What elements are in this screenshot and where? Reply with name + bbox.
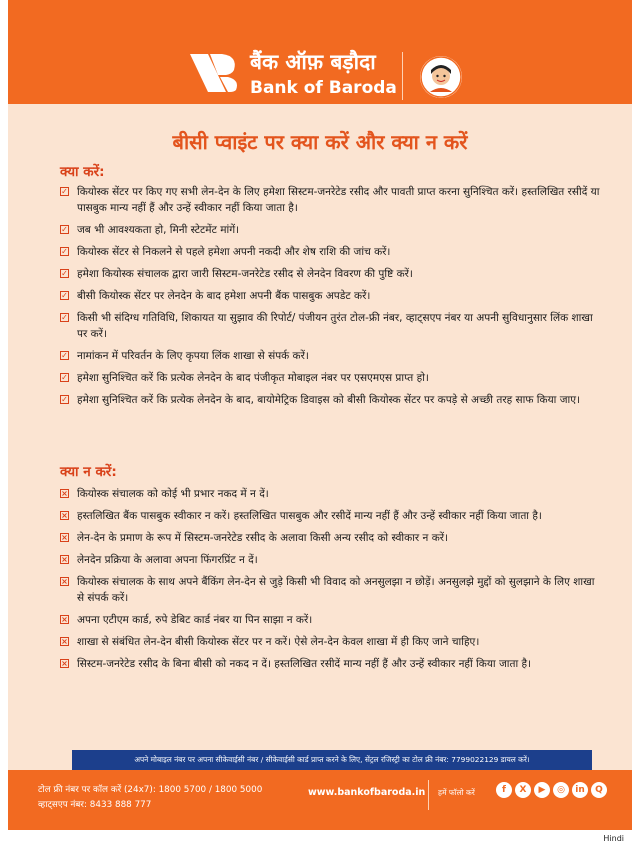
brand-divider	[402, 52, 403, 100]
checkbox-cross-icon: ×	[61, 659, 68, 668]
checkbox-cross-icon: ×	[61, 533, 68, 542]
checkbox-tick-icon: ✓	[61, 291, 68, 300]
checkbox-tick-icon: ✓	[61, 351, 68, 360]
dos-item: ✓ जब भी आवश्यकता हो, मिनी स्टेटमेंट मांगें।	[61, 224, 240, 236]
checkbox-cross-icon: ×	[61, 637, 68, 646]
follow-us-label: हमें फॉलो करें	[438, 788, 475, 797]
checkbox-tick-icon: ✓	[61, 247, 68, 256]
checkbox-cross-icon: ×	[61, 555, 68, 564]
dos-heading: क्या करें:	[60, 164, 105, 180]
checkbox-tick-icon: ✓	[61, 225, 68, 234]
donts-item: × कियोस्क संचालक के साथ अपने बैंकिंग लेन-देन से जुड़े किसी भी विवाद को अनसुलझा न छोड़ें। अनसुलझे मुद्दों को सुलझाने के लिए शाखा से संपर्क करें।	[61, 576, 595, 604]
donts-item: × शाखा से संबंधित लेन-देन बीसी कियोस्क सेंटर पर न करें। ऐसे लेन-देन केवल शाखा में ही किए जाने चाहिए।	[61, 636, 480, 648]
footer	[8, 770, 632, 830]
page-title: बीसी प्वाइंट पर क्या करें और क्या न करें	[172, 130, 468, 154]
dos-item: ✓ हमेशा कियोस्क संचालक द्वारा जारी सिस्टम-जनरेटेड रसीद से लेनदेन विवरण की पुष्टि करें।	[61, 268, 413, 280]
checkbox-cross-icon: ×	[61, 511, 68, 520]
quora-icon[interactable]: Q	[591, 782, 607, 798]
checkbox-cross-icon: ×	[61, 577, 68, 586]
dos-item: ✓ बीसी कियोस्क सेंटर पर लेनदेन के बाद हमेशा अपनी बैंक पासबुक अपडेट करें।	[61, 290, 371, 302]
dos-item: ✓ किसी भी संदिग्ध गतिविधि, शिकायत या सुझाव की रिपोर्ट/ पंजीयन तुरंत टोल-फ्री नंबर, व्हाट्सएप नंबर या अपनी सुविधानुसार लिंक शाखा पर करें।	[61, 312, 593, 340]
donts-item: × हस्तलिखित बैंक पासबुक स्वीकार न करें। हस्तलिखित पासबुक और रसीदें मान्य नहीं हैं और उन्हें स्वीकार नहीं किया जाता है।	[61, 510, 542, 522]
donts-item: × लेनदेन प्रक्रिया के अलावा अपना फिंगरप्रिंट न दें।	[61, 554, 258, 566]
brand-name-hindi: बैंक ऑफ़ बड़ौदा	[250, 50, 376, 74]
checkbox-cross-icon: ×	[61, 615, 68, 624]
whatsapp-number: व्हाट्सएप नंबर: 8433 888 777	[38, 800, 152, 810]
dos-item: ✓ हमेशा सुनिश्चित करें कि प्रत्येक लेनदेन के बाद, बायोमेट्रिक डिवाइस को बीसी कियोस्क सेंटर पर कपड़े से अच्छी तरह साफ किया जाए।	[61, 394, 581, 406]
dos-item: ✓ कियोस्क सेंटर पर किए गए सभी लेन-देन के लिए हमेशा सिस्टम-जनरेटेड रसीद और पावती प्राप्त करना सुनिश्चित करें। हस्तलिखित रसीदें या पासबुक मान्य नहीं हैं और उन्हें स्वीकार नहीं किया जाता है।	[61, 186, 600, 214]
youtube-icon[interactable]: ▶	[534, 782, 550, 798]
website-link[interactable]: www.bankofbaroda.in	[308, 787, 426, 798]
dos-list	[60, 184, 600, 414]
dos-item: ✓ कियोस्क सेंटर से निकलने से पहले हमेशा अपनी नकदी और शेष राशि की जांच करें।	[61, 246, 391, 258]
mascot-icon	[420, 56, 462, 98]
footer-divider	[428, 780, 429, 810]
content-panel	[8, 104, 632, 770]
header	[8, 0, 632, 104]
checkbox-tick-icon: ✓	[61, 373, 68, 382]
dos-item: ✓ हमेशा सुनिश्चित करें कि प्रत्येक लेनदेन के बाद पंजीकृत मोबाइल नंबर पर एसएमएस प्राप्त हो।	[61, 372, 429, 384]
tollfree-number: टोल फ्री नंबर पर कॉल करें (24x7): 1800 5700 / 1800 5000	[38, 785, 263, 795]
language-label: Hindi	[603, 834, 624, 843]
donts-item: × लेन-देन के प्रमाण के रूप में सिस्टम-जनरेटेड रसीद के अलावा किसी अन्य रसीद को स्वीकार न करें।	[61, 532, 449, 544]
linkedin-icon[interactable]: in	[572, 782, 588, 798]
checkbox-tick-icon: ✓	[61, 187, 68, 196]
checkbox-tick-icon: ✓	[61, 313, 68, 322]
ckyc-notice-banner: अपने मोबाइल नंबर पर अपना सीकेवाईसी नंबर / सीकेवाईसी कार्ड प्राप्त करने के लिए, सेंट्रल रजिस्ट्री का टोल फ्री नंबर: 7799022129 डायल करें।	[72, 750, 592, 770]
instagram-icon[interactable]: ◎	[553, 782, 569, 798]
brand-name-english: Bank of Baroda	[250, 78, 397, 98]
facebook-icon[interactable]: f	[496, 782, 512, 798]
checkbox-tick-icon: ✓	[61, 269, 68, 278]
advertisement-frame	[8, 0, 632, 830]
checkbox-cross-icon: ×	[61, 489, 68, 498]
checkbox-tick-icon: ✓	[61, 395, 68, 404]
dos-item: ✓ नामांकन में परिवर्तन के लिए कृपया लिंक शाखा से संपर्क करें।	[61, 350, 309, 362]
x-icon[interactable]: X	[515, 782, 531, 798]
donts-heading: क्या न करें:	[60, 464, 117, 480]
donts-list	[60, 486, 600, 678]
donts-item: × कियोस्क संचालक को कोई भी प्रभार नकद में न दें।	[61, 488, 269, 500]
bob-logo-icon	[188, 50, 240, 96]
donts-item: × सिस्टम-जनरेटेड रसीद के बिना बीसी को नकद न दें। हस्तलिखित रसीदें मान्य नहीं हैं और उन्हें स्वीकार नहीं किया जाता है।	[61, 658, 532, 670]
donts-item: × अपना एटीएम कार्ड, रुपे डेबिट कार्ड नंबर या पिन साझा न करें।	[61, 614, 313, 626]
